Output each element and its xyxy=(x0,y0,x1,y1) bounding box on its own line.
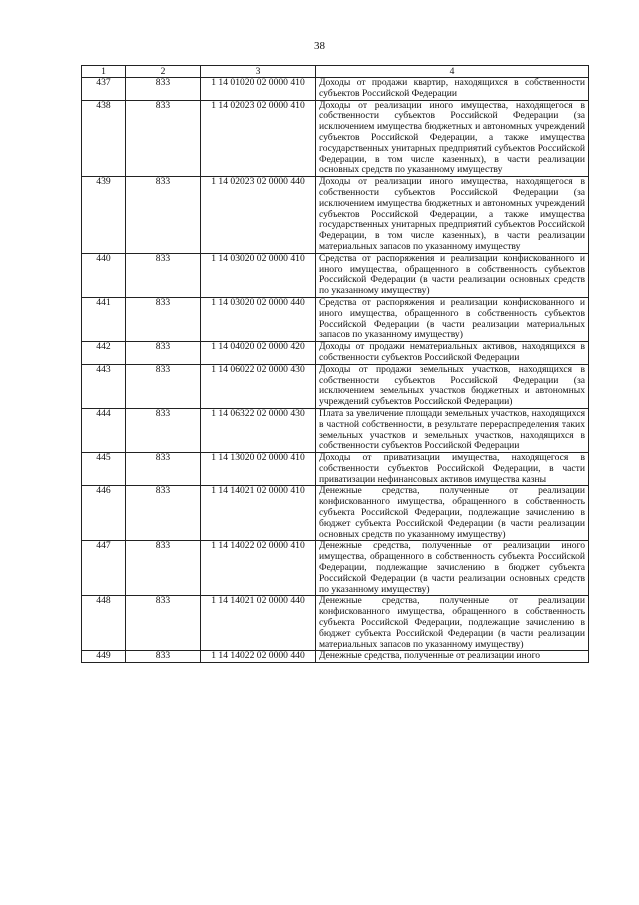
cell-text: Доходы от продажи квартир, находящихся в собственности субъектов Российской Федерации xyxy=(316,78,589,101)
cell-text: Доходы от реализации иного имущества, находящегося в собственности субъектов Российской Федерации (за исключением имущества бюджетных и автономных учреждений субъектов Российской Федерации, а также имущества государственных унитарных предприятий субъектов Российской Федерации, в том числе казенных), в части реализации материальных запасов по указанному имуществу xyxy=(316,177,589,254)
cell-code: 1 14 06022 02 0000 430 xyxy=(201,364,316,408)
table-row xyxy=(82,486,589,541)
table-row xyxy=(82,364,589,408)
cell-text: Денежные средства, полученные от реализации иного xyxy=(316,651,589,663)
cell-text: Средства от распоряжения и реализации конфискованного и иного имущества, обращенного в собственность субъектов Российской Федерации (в части реализации материальных запасов по указанному имуществу) xyxy=(316,297,589,341)
cell-admin: 833 xyxy=(126,253,201,297)
column-header: 3 xyxy=(201,66,316,78)
cell-text: Доходы от реализации иного имущества, находящегося в собственности субъектов Российской Федерации (за исключением имущества бюджетных и автономных учреждений субъектов Российской Федерации, а также имущества государственных унитарных предприятий субъектов Российской Федерации, в том числе казенных), в части реализации основных средств по указанному имуществу xyxy=(316,100,589,177)
cell-admin: 833 xyxy=(126,408,201,452)
cell-admin: 833 xyxy=(126,297,201,341)
table-row xyxy=(82,453,589,486)
table-row xyxy=(82,253,589,297)
cell-admin: 833 xyxy=(126,541,201,596)
cell-admin: 833 xyxy=(126,100,201,177)
cell-num: 444 xyxy=(82,408,126,452)
table-row xyxy=(82,596,589,651)
cell-code: 1 14 02023 02 0000 440 xyxy=(201,177,316,254)
cell-num: 438 xyxy=(82,100,126,177)
cell-code: 1 14 14022 02 0000 440 xyxy=(201,651,316,663)
cell-num: 439 xyxy=(82,177,126,254)
column-header: 2 xyxy=(126,66,201,78)
cell-code: 1 14 14022 02 0000 410 xyxy=(201,541,316,596)
cell-num: 437 xyxy=(82,78,126,101)
cell-text: Денежные средства, полученные от реализации конфискованного имущества, обращенного в собственность субъекта Российской Федерации, подлежащие зачислению в бюджет субъекта Российской Федерации (в части реализации материальных запасов по указанному имуществу) xyxy=(316,596,589,651)
table-row xyxy=(82,408,589,452)
cell-admin: 833 xyxy=(126,486,201,541)
cell-code: 1 14 13020 02 0000 410 xyxy=(201,453,316,486)
cell-num: 447 xyxy=(82,541,126,596)
cell-code: 1 14 02023 02 0000 410 xyxy=(201,100,316,177)
cell-admin: 833 xyxy=(126,364,201,408)
cell-admin: 833 xyxy=(126,177,201,254)
cell-text: Денежные средства, полученные от реализации иного имущества, обращенного в собственность субъекта Российской Федерации, подлежащие зачислению в бюджет субъекта Российской Федерации (в части реализации основных средств по указанному имуществу) xyxy=(316,541,589,596)
cell-code: 1 14 04020 02 0000 420 xyxy=(201,342,316,365)
cell-admin: 833 xyxy=(126,78,201,101)
page-number: 38 xyxy=(314,40,325,52)
revenue-code-table xyxy=(81,65,589,663)
cell-text: Денежные средства, полученные от реализации конфискованного имущества, обращенного в собственность субъекта Российской Федерации, подлежащие зачислению в бюджет субъекта Российской Федерации (в части реализации основных средств по указанному имуществу) xyxy=(316,486,589,541)
table-row xyxy=(82,177,589,254)
cell-admin: 833 xyxy=(126,651,201,663)
cell-num: 442 xyxy=(82,342,126,365)
cell-num: 441 xyxy=(82,297,126,341)
cell-num: 446 xyxy=(82,486,126,541)
table-row xyxy=(82,541,589,596)
cell-num: 445 xyxy=(82,453,126,486)
cell-admin: 833 xyxy=(126,453,201,486)
cell-text: Плата за увеличение площади земельных участков, находящихся в частной собственности, в результате перераспределения таких земельных участков и земельных участков, находящихся в собственности субъектов Российской Федерации xyxy=(316,408,589,452)
cell-text: Доходы от продажи земельных участков, находящихся в собственности субъектов Российской Федерации (за исключением земельных участков бюджетных и автономных учреждений субъектов Российской Федерации) xyxy=(316,364,589,408)
cell-num: 449 xyxy=(82,651,126,663)
cell-num: 440 xyxy=(82,253,126,297)
cell-code: 1 14 14021 02 0000 410 xyxy=(201,486,316,541)
table-header-row xyxy=(82,66,589,78)
table-body xyxy=(82,78,589,663)
cell-admin: 833 xyxy=(126,342,201,365)
table-row xyxy=(82,342,589,365)
cell-code: 1 14 01020 02 0000 410 xyxy=(201,78,316,101)
cell-code: 1 14 03020 02 0000 410 xyxy=(201,253,316,297)
cell-text: Доходы от продажи нематериальных активов, находящихся в собственности субъектов Российской Федерации xyxy=(316,342,589,365)
column-header: 4 xyxy=(316,66,589,78)
cell-admin: 833 xyxy=(126,596,201,651)
cell-text: Доходы от приватизации имущества, находящегося в собственности субъектов Российской Федерации, в части приватизации нефинансовых активов имущества казны xyxy=(316,453,589,486)
cell-num: 443 xyxy=(82,364,126,408)
table-row xyxy=(82,78,589,101)
table-row xyxy=(82,297,589,341)
cell-code: 1 14 03020 02 0000 440 xyxy=(201,297,316,341)
table-row xyxy=(82,651,589,663)
table-row xyxy=(82,100,589,177)
cell-code: 1 14 06322 02 0000 430 xyxy=(201,408,316,452)
cell-num: 448 xyxy=(82,596,126,651)
cell-code: 1 14 14021 02 0000 440 xyxy=(201,596,316,651)
column-header: 1 xyxy=(82,66,126,78)
cell-text: Средства от распоряжения и реализации конфискованного и иного имущества, обращенного в собственность субъектов Российской Федерации (в части реализации основных средств по указанному имуществу) xyxy=(316,253,589,297)
